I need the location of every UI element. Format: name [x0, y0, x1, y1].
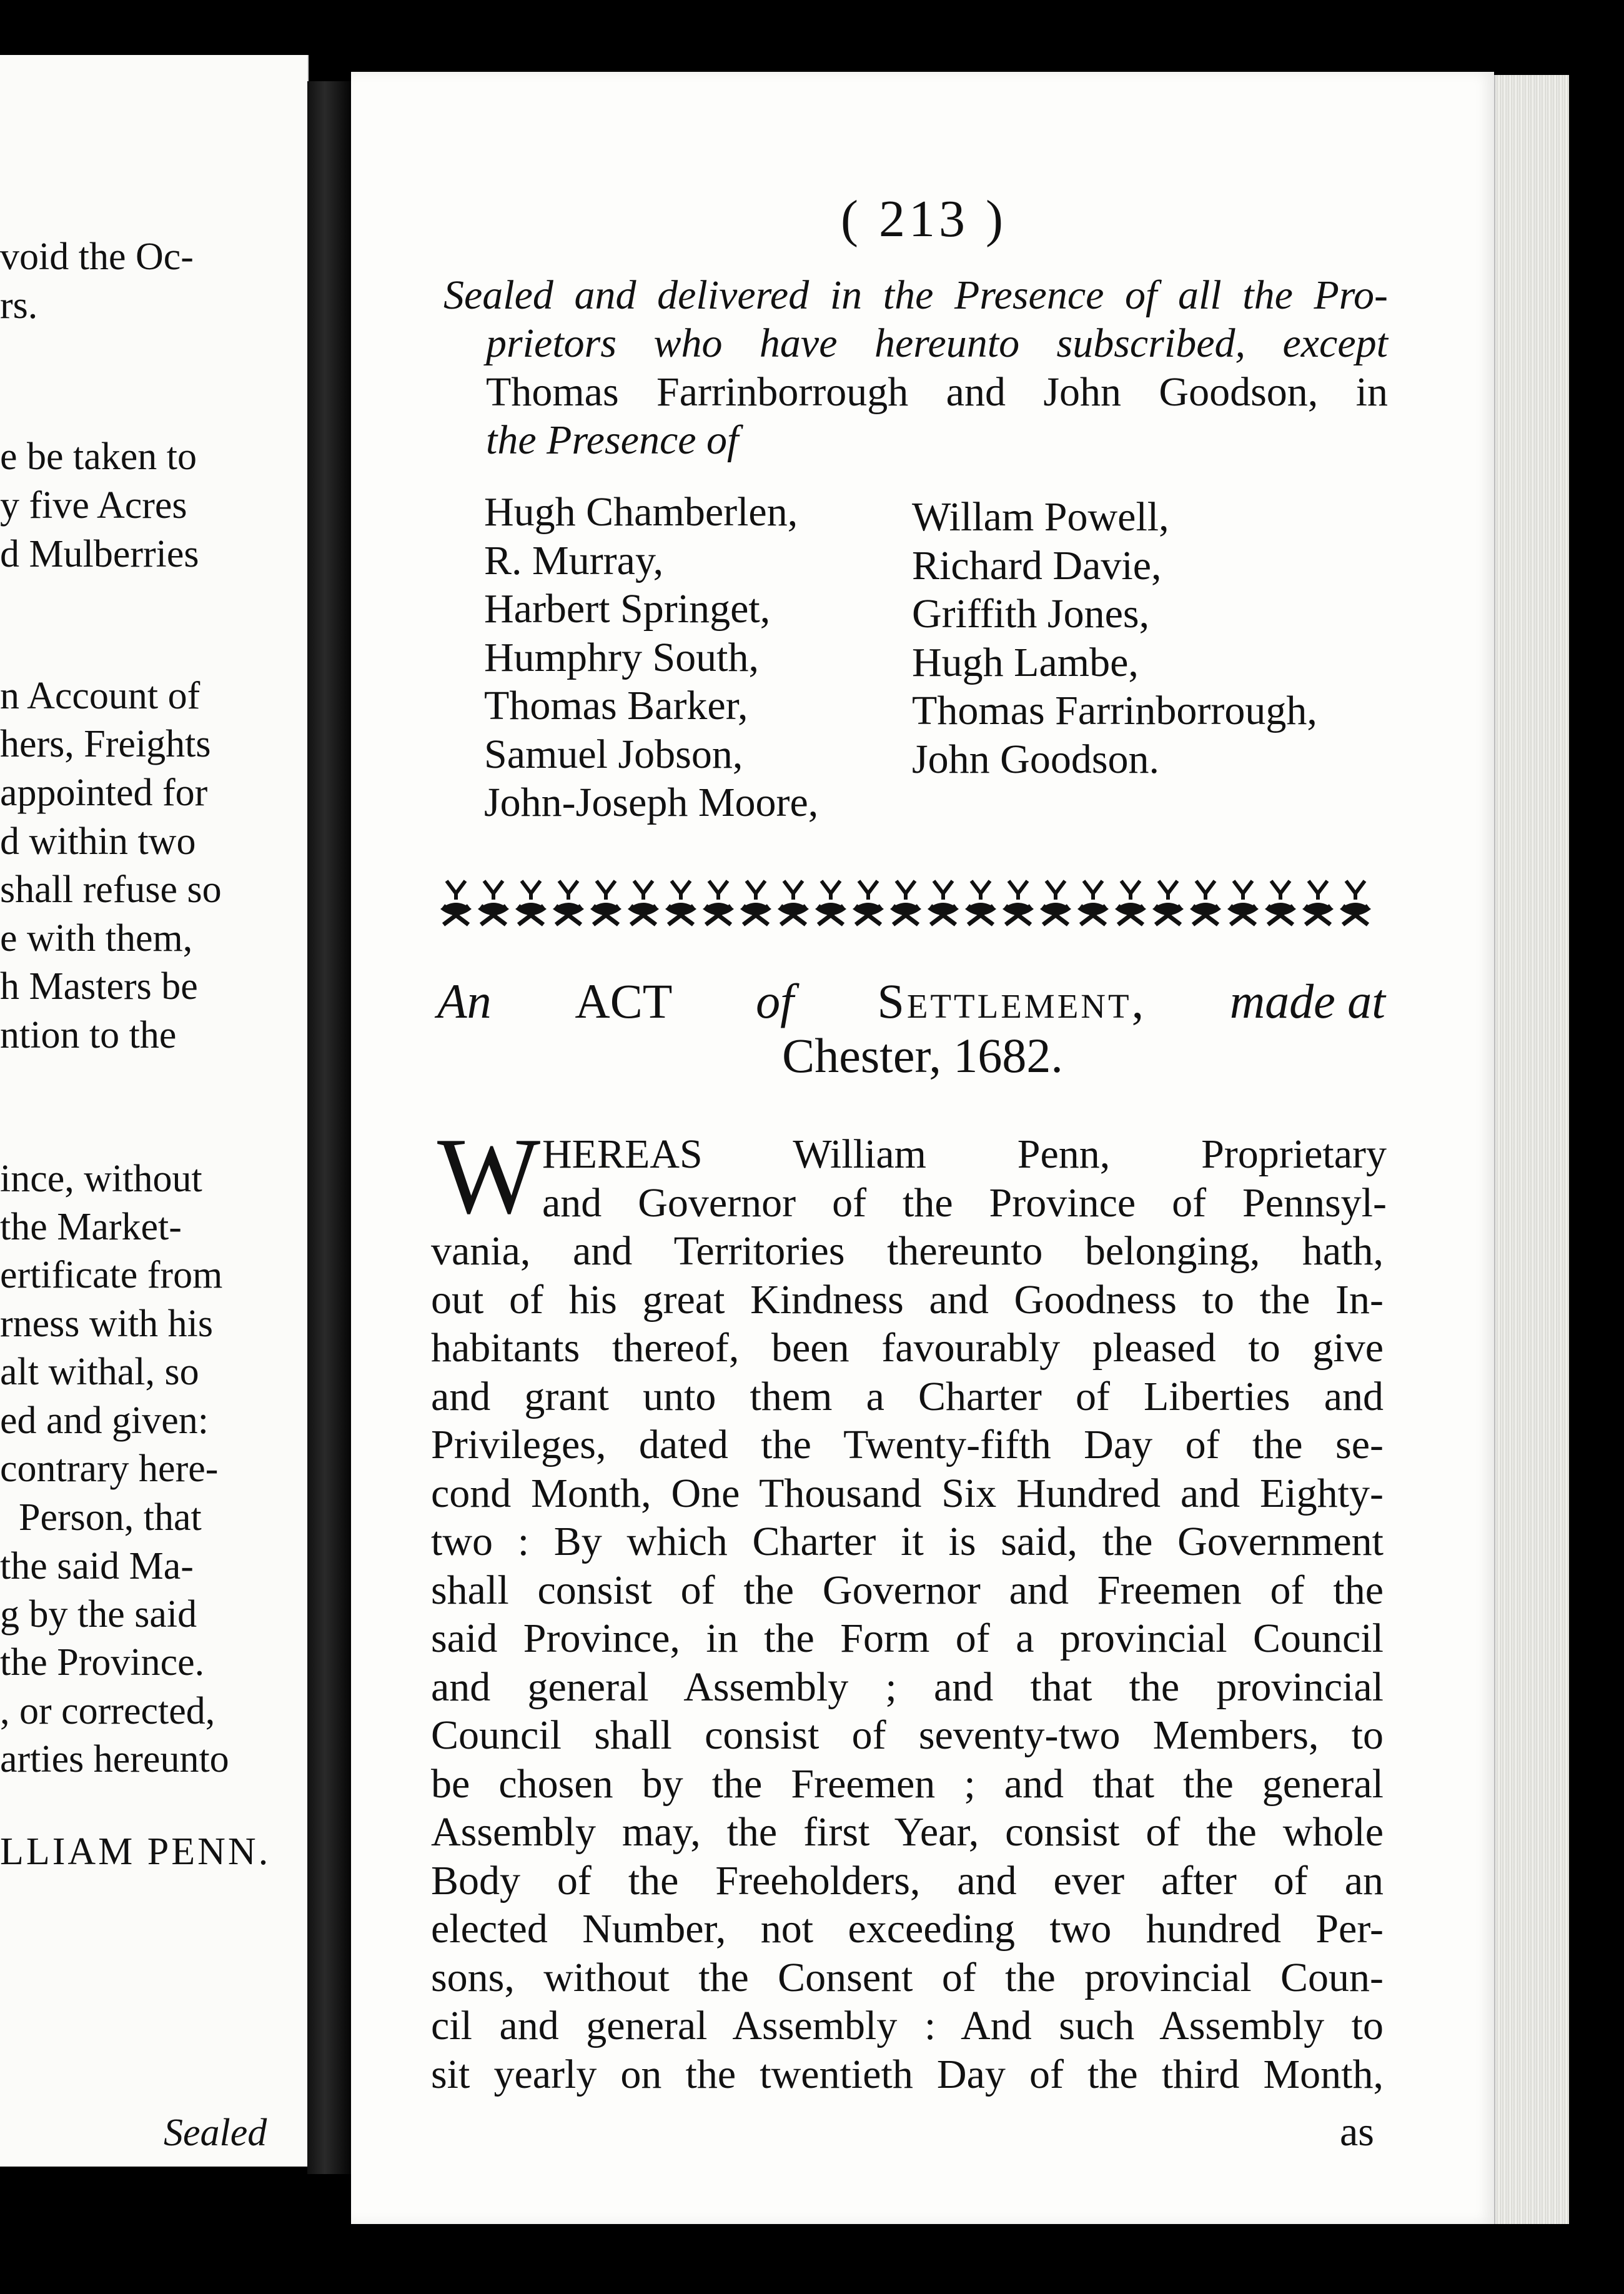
body-line: habitants thereof, been favourably pleased to give [431, 1325, 1384, 1371]
body-line: shall consist of the Governor and Freemen of the [431, 1567, 1384, 1613]
body-line: and Governor of the Province of Pennsyl- [542, 1180, 1387, 1226]
body-line: Body of the Freeholders, and ever after of an [431, 1858, 1384, 1904]
body-line: and grant unto them a Charter of Liberties and [431, 1374, 1384, 1419]
left-text-line: alt withal, so [0, 1351, 199, 1393]
left-text-line: ince, without [0, 1158, 202, 1200]
witness-name: Hugh Lambe, [912, 640, 1139, 685]
body-line: said Province, in the Form of a provincial Council [431, 1616, 1384, 1661]
witness-name: R. Murray, [484, 538, 664, 583]
left-text-line: the Province. [0, 1641, 205, 1684]
witness-name: Samuel Jobson, [484, 732, 743, 777]
body-line: two : By which Charter it is said, the Government [431, 1519, 1384, 1564]
page-edges [1494, 75, 1570, 2224]
body-line: cond Month, One Thousand Six Hundred and Eighty- [431, 1471, 1384, 1516]
left-text-line: void the Oc- [0, 236, 194, 278]
heading-made-at: made at [1229, 974, 1385, 1028]
left-page [0, 55, 309, 2167]
left-text-line: d Mulberries [0, 533, 199, 575]
left-text-line: ed and given: [0, 1399, 209, 1442]
witness-name: Richard Davie, [912, 543, 1162, 588]
catchword: as [1340, 2109, 1374, 2155]
witness-name: Humphry South, [484, 635, 760, 680]
left-text-line: e be taken to [0, 435, 197, 478]
body-line: Privileges, dated the Twenty-fifth Day of the se- [431, 1422, 1384, 1467]
witness-name: Thomas Barker, [484, 683, 748, 728]
left-text-line: rs. [0, 284, 38, 327]
left-text-line: , or corrected, [0, 1690, 215, 1732]
witness-name: Willam Powell, [912, 494, 1169, 540]
left-text-line: shall refuse so [0, 868, 222, 911]
left-text-line: arties hereunto [0, 1738, 229, 1780]
left-text-line: n Account of [0, 675, 201, 717]
left-text-line: the Market- [0, 1206, 182, 1248]
left-text-line: Person, that [19, 1496, 202, 1539]
sealing-clause-line: the Presence of [486, 417, 739, 463]
witness-name: Griffith Jones, [912, 591, 1150, 637]
left-text-line: y five Acres [0, 484, 187, 527]
left-catchword: Sealed [164, 2112, 267, 2154]
witness-name: Thomas Farrinborrough, [912, 688, 1317, 733]
body-line: Assembly may, the first Year, consist of the whole [431, 1809, 1384, 1855]
left-text-line: e with them, [0, 917, 193, 960]
left-text-line: the said Ma- [0, 1545, 194, 1587]
left-text-line: contrary here- [0, 1447, 219, 1490]
body-line: Council shall consist of seventy-two Members, to [431, 1712, 1384, 1758]
left-signature: LLIAM PENN. [0, 1830, 271, 1873]
witness-name: John Goodson. [912, 737, 1160, 782]
sealing-name: Thomas Farrinborrough and John Goodson, in [486, 369, 1388, 415]
body-line: cil and general Assembly : And such Assembly to [431, 2003, 1384, 2048]
heading-an: An [437, 974, 492, 1028]
sealing-clause-line: prietors who have hereunto subscribed, except [486, 320, 1388, 366]
page-number: ( 213 ) [841, 190, 1007, 248]
body-line: sons, without the Consent of the provincial Coun- [431, 1955, 1384, 2000]
witness-name: John-Joseph Moore, [484, 780, 819, 825]
act-heading [437, 973, 1385, 1030]
witness-name: Harbert Springet, [484, 586, 771, 632]
heading-act: ACT [575, 974, 673, 1028]
left-text-line: g by the said [0, 1593, 197, 1636]
witness-name: Hugh Chamberlen, [484, 489, 798, 535]
body-line: sit yearly on the twentieth Day of the third Month, [431, 2052, 1384, 2097]
body-line: HEREAS William Penn, Proprietary [542, 1131, 1387, 1177]
ornament-band [440, 871, 1384, 931]
sealing-clause-line [486, 369, 1388, 415]
body-line: be chosen by the Freemen ; and that the general [431, 1761, 1384, 1807]
body-line: elected Number, not exceeding two hundred Per- [431, 1906, 1384, 1952]
heading-place-date: Chester, 1682. [782, 1028, 1063, 1083]
sealing-clause-line: Sealed and delivered in the Presence of all the Pro- [443, 272, 1388, 318]
left-text-line: appointed for [0, 772, 208, 814]
heading-of: of [756, 974, 794, 1028]
body-line: out of his great Kindness and Goodness to the In- [431, 1277, 1384, 1323]
left-text-line: rness with his [0, 1303, 213, 1345]
heading-settlement: Settlement, [877, 974, 1147, 1028]
body-line: vania, and Territories thereunto belonging, hath, [431, 1228, 1384, 1274]
left-text-line: ntion to the [0, 1014, 177, 1056]
left-text-line: h Masters be [0, 965, 198, 1008]
page-edges-shadow [1569, 75, 1624, 2224]
left-text-line: ertificate from [0, 1254, 223, 1296]
book-gutter [307, 81, 351, 2174]
left-text-line: hers, Freights [0, 723, 211, 765]
drop-cap: W [437, 1115, 541, 1236]
left-text-line: d within two [0, 820, 196, 863]
body-line: and general Assembly ; and that the provincial [431, 1664, 1384, 1710]
